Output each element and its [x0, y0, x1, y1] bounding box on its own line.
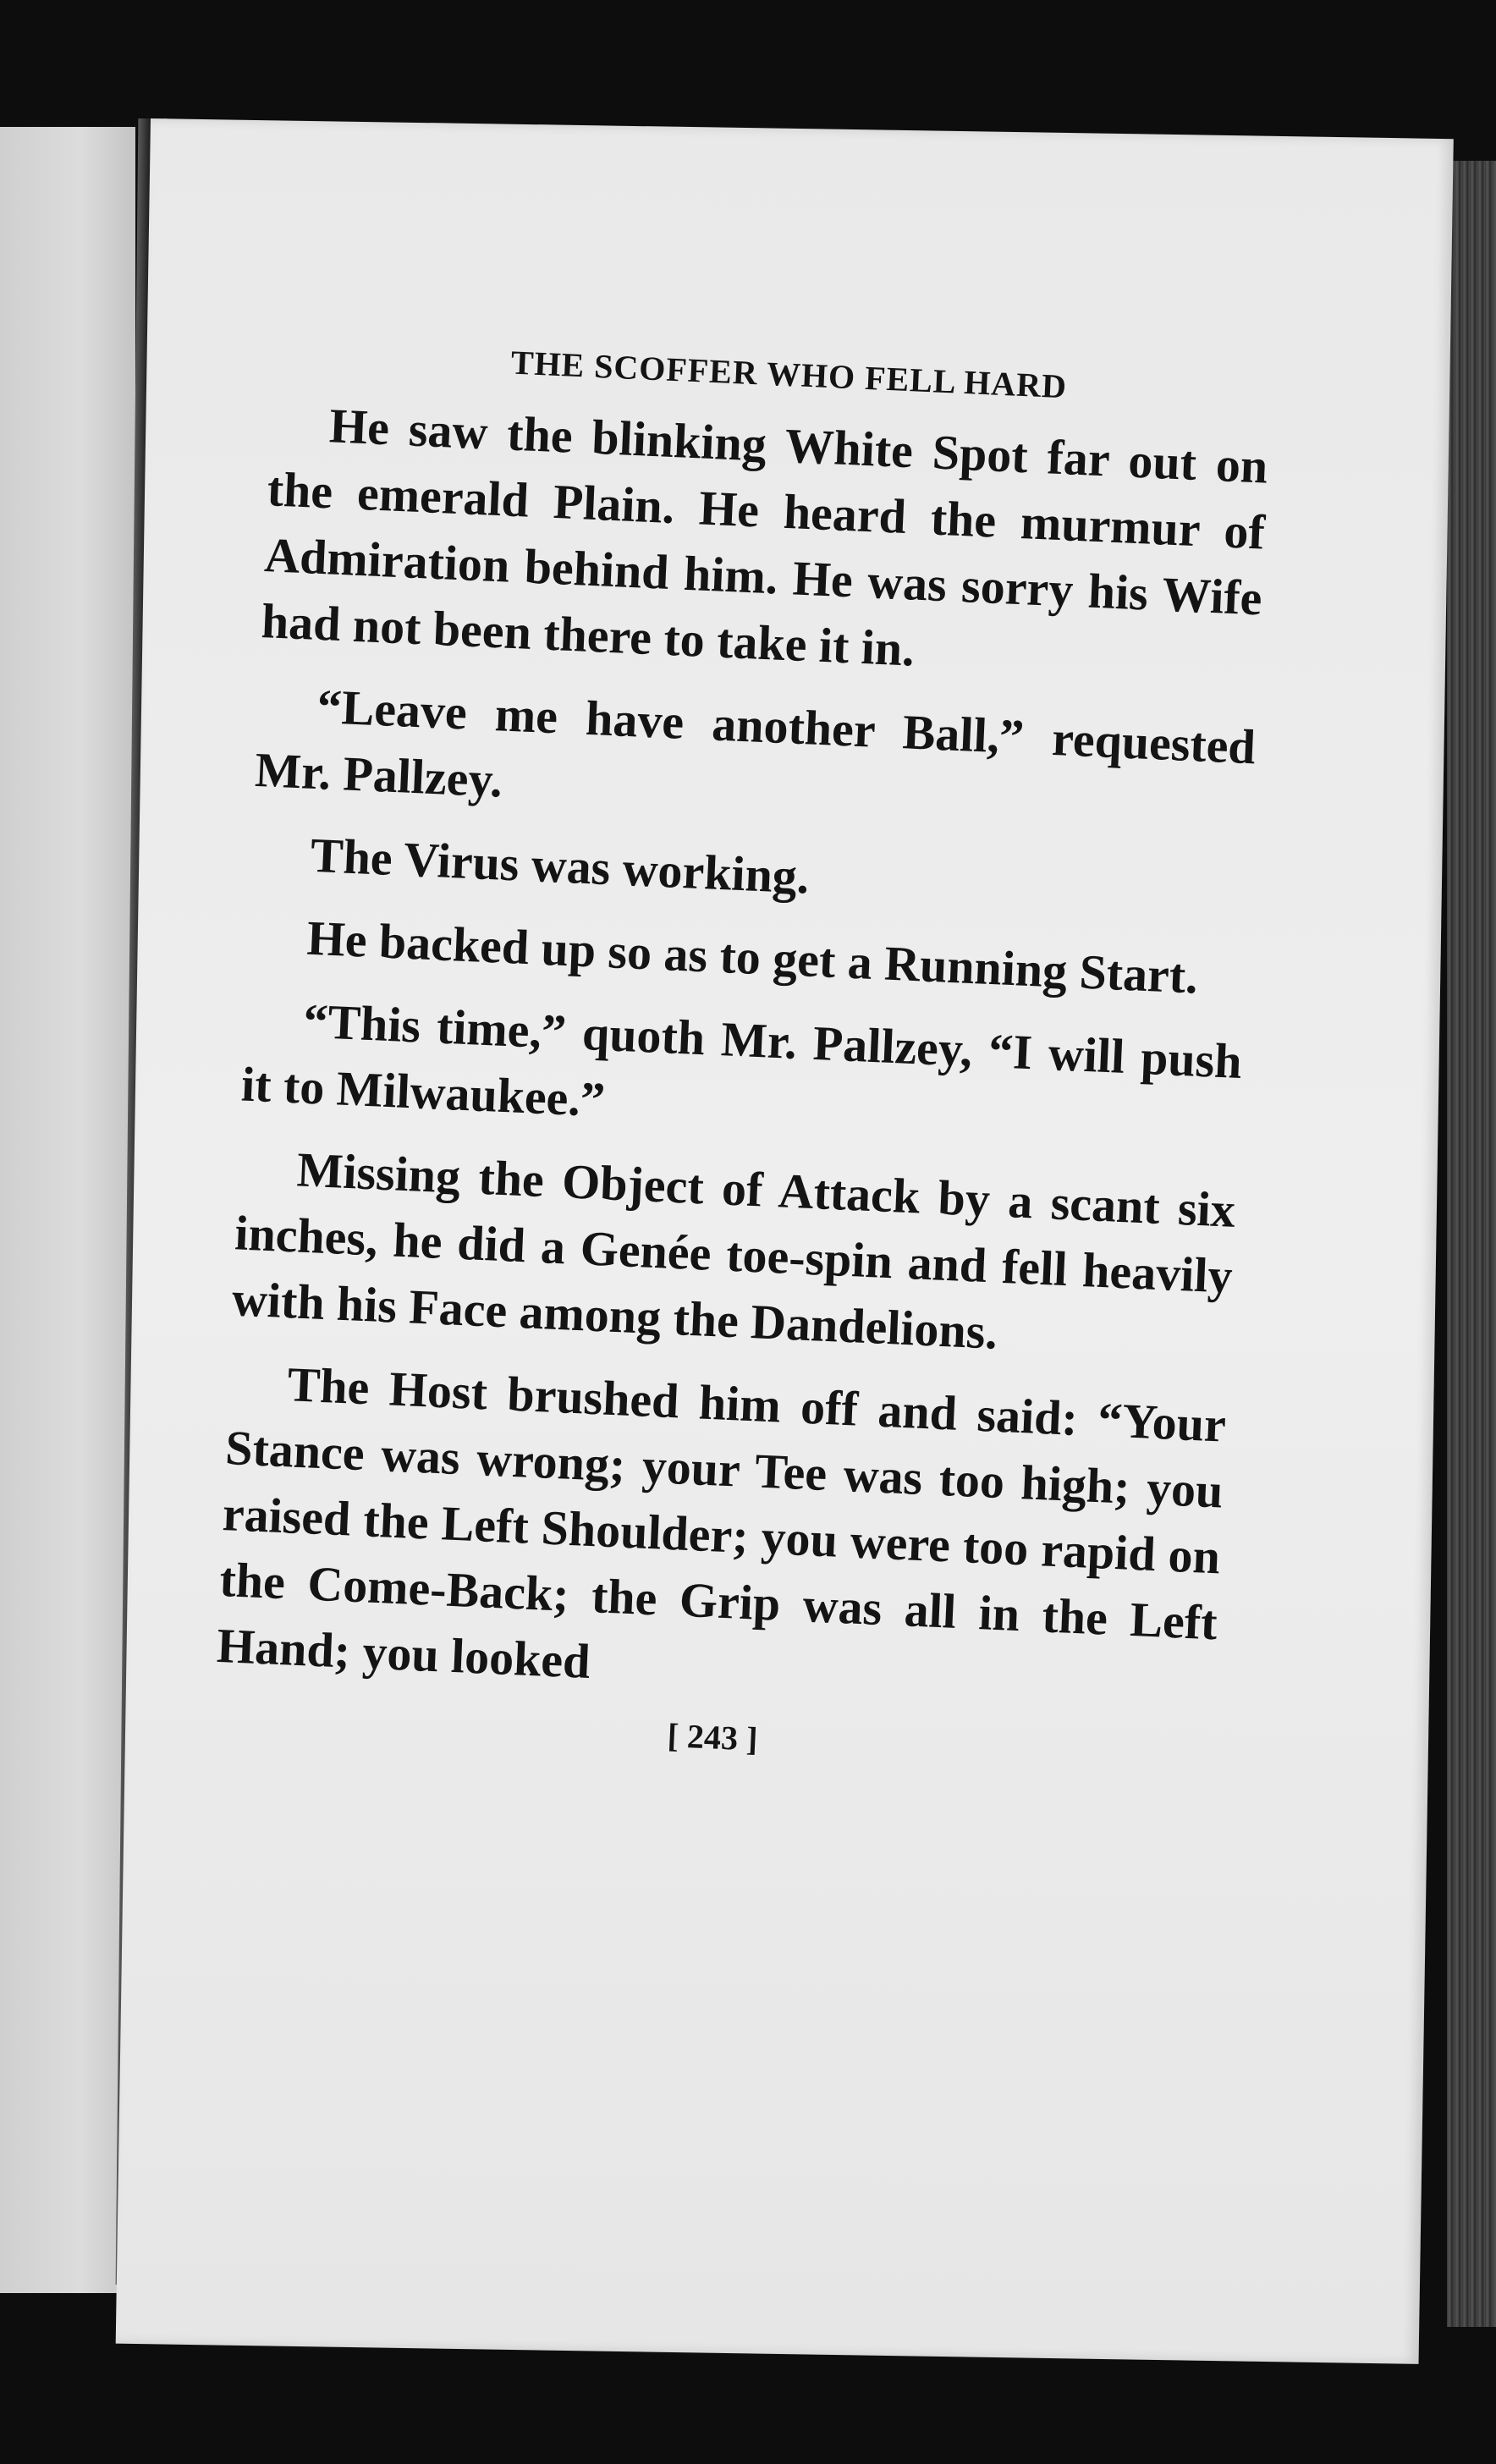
page-number: [ 243 ]	[666, 1716, 759, 1758]
paragraph: “This time,” quoth Mr. Pallzey, “I will push it to Milwaukee.”	[239, 993, 1243, 1128]
paragraph: Missing the Object of Attack by a scant six inches, he did a Genée toe-spin and fell heavily with his Face among the Dandelions.	[230, 1141, 1237, 1360]
paragraph: He backed up so as to get a Running Start.	[305, 910, 1200, 1004]
paragraph: The Host brushed him off and said: “Your Stance was wrong; your Tee was too high; you raised the Left Shoulder; you were too rapid on the Come-Back; the Grip was all in the Left Hand; you looked	[215, 1356, 1228, 1690]
running-head: THE SCOFFER WHO FELL HARD	[509, 343, 1068, 406]
previous-page-edge	[0, 127, 135, 2293]
paragraph: He saw the blinking White Spot far out on the emerald Plain. He heard the murmur of Admiration behind him. He was sorry his Wife had not been there to take it in.	[260, 398, 1269, 677]
page-edges	[1447, 161, 1496, 2327]
book-page	[116, 118, 1454, 2364]
page-text	[213, 332, 1272, 1779]
paragraph: “Leave me have another Ball,” requested Mr. Pallzey.	[254, 678, 1257, 808]
paragraph: The Virus was working.	[309, 827, 811, 905]
